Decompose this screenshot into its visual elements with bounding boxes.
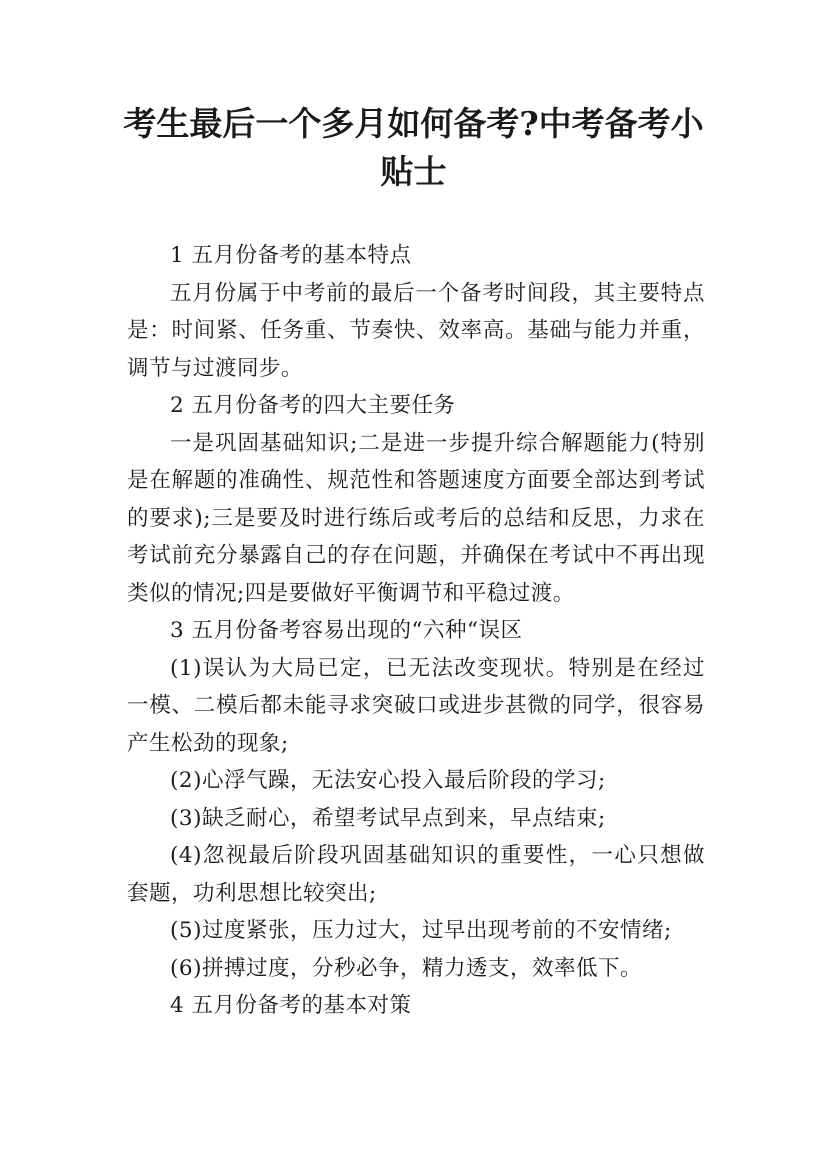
paragraph: (6)拼搏过度，分秒必争，精力透支，效率低下。	[170, 955, 642, 981]
document-title: 考生最后一个多月如何备考?中考备考小贴士	[123, 104, 704, 191]
section-heading: 2 五月份备考的四大主要任务	[170, 393, 456, 418]
document-body	[127, 237, 705, 1025]
paragraph: (2)心浮气躁，无法安心投入最后阶段的学习;	[170, 768, 606, 793]
paragraph: 一是巩固基础知识;二是进一步提升综合解题能力(特别是在解题的准确性、规范性和答题速度方面要全部达到考试的要求);三是要及时进行练后或考后的总结和反思，力求在考试前充分暴露自己的存在问题，并确保在考试中不再出现类似的情况;四是要做好平衡调节和平稳过渡。	[127, 430, 705, 606]
section-heading: 3 五月份备考容易出现的“六种“误区	[170, 618, 523, 643]
paragraph: (3)缺乏耐心，希望考试早点到来，早点结束;	[170, 805, 606, 831]
paragraph: (5)过度紧张，压力过大，过早出现考前的不安情绪;	[170, 918, 672, 943]
paragraph: (4)忽视最后阶段巩固基础知识的重要性，一心只想做套题，功利思想比较突出;	[127, 843, 705, 906]
section-heading: 4 五月份备考的基本对策	[170, 993, 412, 1018]
paragraph: 五月份属于中考前的最后一个备考时间段，其主要特点是：时间紧、任务重、节奏快、效率高。基础与能力并重，调节与过渡同步。	[127, 280, 705, 381]
section-heading: 1 五月份备考的基本特点	[170, 243, 412, 268]
paragraph: (1)误认为大局已定，已无法改变现状。特别是在经过一模、二模后都未能寻求突破口或进步甚微的同学，很容易产生松劲的现象;	[127, 655, 705, 756]
